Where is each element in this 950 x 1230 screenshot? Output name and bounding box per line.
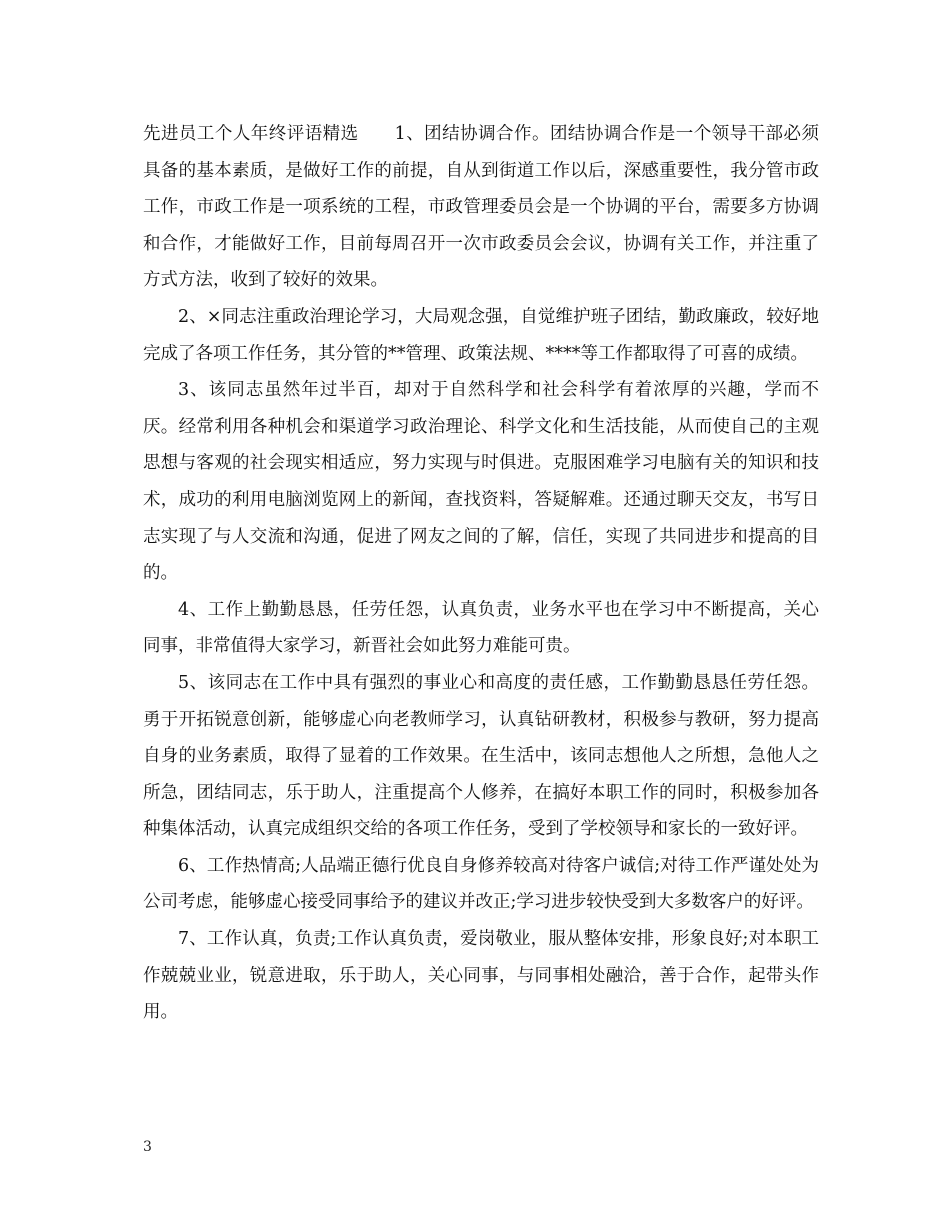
- paragraph-6: 6、工作热情高;人品端正德行优良自身修养较高对待客户诚信;对待工作严谨处处为公司考虑，能够虚心接受同事给予的建议并改正;学习进步较快受到大多数客户的好评。: [143, 855, 819, 913]
- paragraph-2: 2、×同志注重政治理论学习，大局观念强，自觉维护班子团结，勤政廉政，较好地完成了各项工作任务，其分管的**管理、政策法规、****等工作都取得了可喜的成绩。: [143, 306, 819, 364]
- paragraph-1-text: 1、团结协调合作。团结协调合作是一个领导干部必须具备的基本素质，是做好工作的前提，自从到街道工作以后，深感重要性，我分管市政工作，市政工作是一项系统的工程，市政管理委员会是一个协调的平台，需要多方协调和合作，才能做好工作，目前每周召开一次市政委员会会议，协调有关工作，并注重了方式方法，收到了较好的效果。: [143, 124, 819, 291]
- page-number: 3: [143, 1139, 152, 1155]
- paragraph-4: 4、工作上勤勤恳恳，任劳任怨，认真负责，业务水平也在学习中不断提高，关心同事，非常值得大家学习，新晋社会如此努力难能可贵。: [143, 599, 819, 657]
- first-paragraph: [143, 116, 819, 299]
- paragraph-3: 3、该同志虽然年过半百，却对于自然科学和社会科学有着浓厚的兴趣，学而不厌。经常利用各种机会和渠道学习政治理论、科学文化和生活技能，从而使自己的主观思想与客观的社会现实相适应，努力实现与时俱进。克服困难学习电脑有关的知识和技术，成功的利用电脑浏览网上的新闻，查找资料，答疑解难。还通过聊天交友，书写日志实现了与人交流和沟通，促进了网友之间的了解，信任，实现了共同进步和提高的目的。: [143, 380, 819, 584]
- document-title: 先进员工个人年终评语精选: [143, 124, 359, 144]
- paragraph-5: 5、该同志在工作中具有强烈的事业心和高度的责任感，工作勤勤恳恳任劳任怨。勇于开拓锐意创新，能够虚心向老教师学习，认真钻研教材，积极参与教研，努力提高自身的业务素质，取得了显着的工作效果。在生活中，该同志想他人之所想，急他人之所急，团结同志，乐于助人，注重提高个人修养，在搞好本职工作的同时，积极参加各种集体活动，认真完成组织交给的各项工作任务，受到了学校领导和家长的一致好评。: [143, 672, 819, 840]
- paragraph-7: 7、工作认真，负责;工作认真负责，爱岗敬业，服从整体安排，形象良好;对本职工作兢兢业业，锐意进取，乐于助人，关心同事，与同事相处融洽，善于合作，起带头作用。: [143, 929, 819, 1023]
- document-body: [143, 116, 819, 1031]
